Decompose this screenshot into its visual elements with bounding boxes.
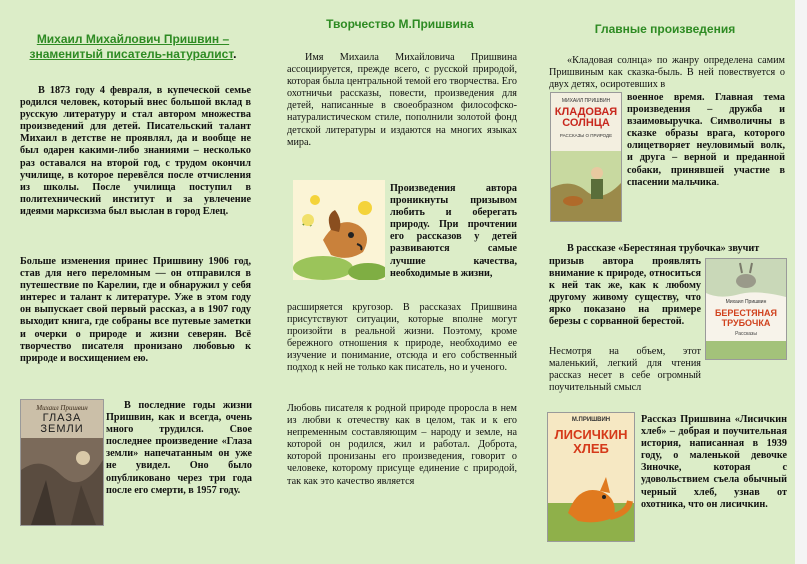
main-works-paragraph-1-top: «Кладовая солнца» по жанру определена самим Пришвиным как сказка-быль. В ней повествуется о двух детях, осиротевших в	[549, 55, 785, 91]
kladovaya-title	[551, 107, 621, 129]
biography-title-line1: Михаил Михайлович Пришвин –	[36, 32, 230, 46]
kladovaya-author: МИХАИЛ ПРИШВИН	[561, 98, 611, 104]
creativity-paragraph-2-rest: расширяется кругозор. В рассказах Пришвина присутствуют ситуации, которые вполне могут произойти в реальной жизни. Поэтому, кроме бережного отношения к природе, необходимо ее изучение и понимание, отсюда и его собственный подход к ней не только как писатель, но и ученого.	[287, 302, 517, 374]
creativity-paragraph-3: Любовь писателя к родной природе проросла в нем из любви к отечеству как в целом, так и к его непременным составляющим – народу и земле, на которой он родился, жил и работал. Доброта, которой пронизаны его произведения, говорит о человеке, которому присуще единение с природой, так как это качество является	[287, 403, 517, 487]
lisichkin-title-l2: ХЛЕБ	[573, 441, 609, 456]
main-works-paragraph-3: Рассказ Пришвина «Лисичкин хлеб» – добрая и поучительная история, написанная в 1939 году, о маленькой девочке Зиночке, которая с удовольствием съела обычный черный хлеб, узнав от охотника, что он лисичкин.	[641, 414, 787, 510]
lisichkin-title	[548, 428, 634, 456]
biography-paragraph-1: В 1873 году 4 февраля, в купеческой семье родился человек, который внес большой вклад в русскую литературу и стал автором множества произведений для детей. Писательский талант Михаил в детстве не проявлял, да и вообще не был одарен какими-либо знаниями – несколько раз оставался на второй год, с трудом окончил училище, в которое перевёлся после отчисления из школы. После училища поступил в политехнический институт и за увлечение идеями марксизма был выслан в город Елец.	[20, 85, 251, 217]
main-works-paragraph-1-dot: .	[716, 176, 720, 188]
berestyanaya-title	[706, 308, 786, 328]
main-works-paragraph-2-side: призыв автора проявлять внимание к природе, относиться к ней так же, как к любому другому живому существу, что ярко показано на примере березы с сорванной берестой.	[549, 256, 701, 328]
book-cover-kladovaya-solntsa	[550, 92, 622, 222]
biography-paragraph-3: В последние годы жизни Пришвин, как и всегда, очень много трудился. Свое последнее произведение «Глаза земли» напечатанным он уже не увидел. Оно было опубликовано через три года после его смерти, в 1957 году.	[106, 400, 252, 496]
lisichkin-title-l1: ЛИСИЧКИН	[554, 427, 628, 442]
creativity-paragraph-2-side: Произведения автора проникнуты призывом любить и оберегать природу. При прочтении его рассказов у детей развиваются самые лучшие качества, необходимые в жизни,	[390, 183, 517, 279]
dog-illustration	[293, 180, 385, 280]
main-works-paragraph-2-rest: Несмотря на объем, этот маленький, легкий для чтения рассказ несет в себе огромный поучительный смысл	[549, 346, 701, 394]
kladovaya-subtitle: РАССКАЗЫ О ПРИРОДЕ	[559, 133, 613, 138]
glaza-zemli-author: Михаил Пришвин	[36, 404, 88, 412]
book-cover-lisichkin-khleb	[547, 412, 635, 542]
column-biography	[0, 0, 266, 564]
biography-title-line2: знаменитый писатель-натуралист	[29, 47, 234, 61]
main-works-paragraph-1-side-text: военное время. Главная тема произведения – дружба и взаимовыручка. Символичны в сказке образы врага, которого олицетворяет неуловимый волк, и друга – верной и преданной собаки, принявшей участие в спасении мальчика	[627, 92, 785, 188]
kladovaya-title-l1: КЛАДОВАЯ	[554, 106, 618, 118]
page-right-edge	[795, 0, 807, 564]
berestyanaya-subtitle: Рассказы	[735, 331, 757, 337]
biography-paragraph-2: Больше изменения принес Пришвину 1906 год, став для него переломным — он отправился в путешествие по Карелии, где и обнаружил у себя интерес и талант к литературе. Уже в этом году он выпускает свой первый рассказ, а в 1907 году выходит книга, где собраны все путевые заметки и очерки о природе и жизни северян. Всё творчество писателя пронизано любовью к природе и восхищением ею.	[20, 256, 251, 364]
dog-illustration-art	[293, 180, 385, 280]
creativity-title: Творчество М.Пришвина	[326, 17, 474, 31]
berestyanaya-title-l1: БЕРЕСТЯНАЯ	[714, 308, 778, 318]
main-works-title: Главные произведения	[594, 22, 736, 36]
main-works-paragraph-1-side	[627, 92, 785, 189]
creativity-paragraph-1: Имя Михаила Михайловича Пришвина ассоциируется, прежде всего, с русской природой, которая была центральной темой его творчества. Его охотничьи рассказы, повести, произведения для детей, написанные в своеобразном философско-натуралистическом стиле, пополнили золотой фонд детской литературы и издаются на многих языках мира.	[287, 52, 517, 148]
kladovaya-title-l2: СОЛНЦА	[562, 117, 610, 129]
lisichkin-author: М.ПРИШВИН	[571, 417, 611, 423]
glaza-zemli-title-l2: ЗЕМЛИ	[40, 423, 84, 435]
biography-title	[8, 32, 258, 62]
main-works-paragraph-2-top: В рассказе «Берестяная трубочка» звучит	[567, 243, 760, 254]
book-cover-berestyanaya-trubochka	[705, 258, 787, 360]
berestyanaya-title-l2: ТРУБОЧКА	[721, 318, 771, 328]
biography-title-dot: .	[233, 47, 237, 61]
column-main-works	[535, 0, 796, 564]
glaza-zemli-title	[21, 413, 103, 435]
column-creativity	[265, 0, 536, 564]
book-cover-glaza-zemli	[20, 399, 104, 526]
berestyanaya-author: Михаил Пришвин	[725, 299, 767, 305]
glaza-zemli-title-l1: ГЛАЗА	[42, 412, 82, 424]
